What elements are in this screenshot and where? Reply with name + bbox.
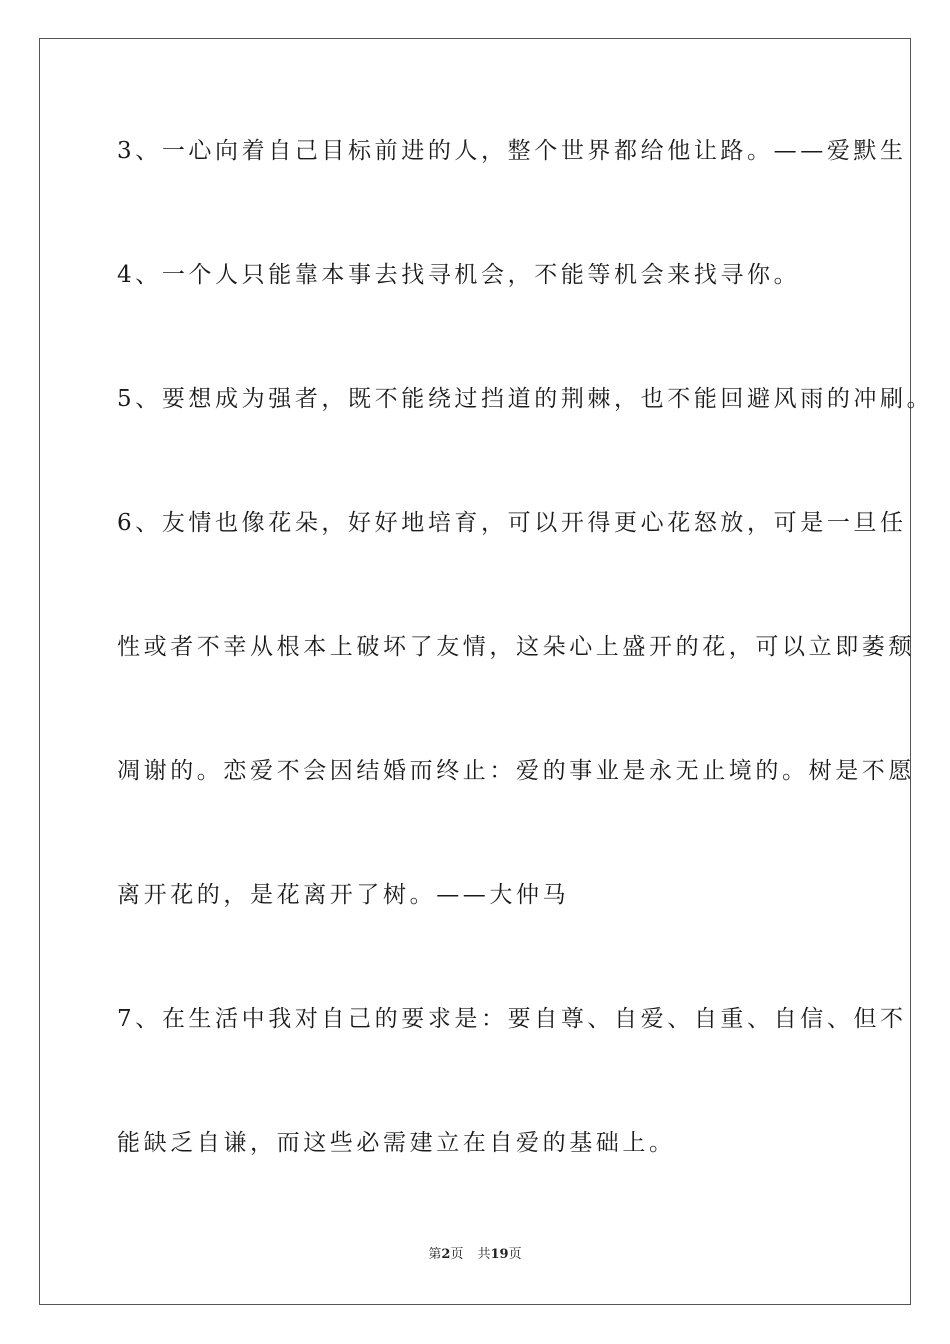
total-pages: 19: [490, 1247, 509, 1262]
text-line-8: 7、在生活中我对自己的要求是：要自尊、自爱、自重、自信、但不: [117, 1006, 907, 1032]
text-line-2: 4、一个人只能靠本事去找寻机会，不能等机会来找寻你。: [117, 262, 801, 288]
total-suffix: 页: [508, 1247, 522, 1262]
page-border: [39, 38, 934, 1305]
page-footer: [0, 1246, 950, 1264]
text-line-9: 能缺乏自谦，而这些必需建立在自爱的基础上。: [117, 1130, 676, 1156]
text-line-6: 凋谢的。恋爱不会因结婚而终止：爱的事业是永无止境的。树是不愿: [117, 758, 915, 784]
text-line-3: 5、要想成为强者，既不能绕过挡道的荆棘，也不能回避风雨的冲刷。: [117, 386, 934, 412]
text-line-1: 3、一心向着自己目标前进的人，整个世界都给他让路。——爱默生: [117, 138, 907, 164]
text-line-4: 6、友情也像花朵，好好地培育，可以开得更心花怒放，可是一旦任: [117, 510, 907, 536]
page-suffix: 页: [450, 1247, 464, 1262]
text-line-7: 离开花的，是花离开了树。——大仲马: [117, 882, 570, 908]
page-number: 2: [441, 1247, 451, 1262]
text-line-5: 性或者不幸从根本上破坏了友情，这朵心上盛开的花，可以立即萎颓: [117, 634, 915, 660]
page-prefix: 第: [428, 1247, 442, 1262]
total-prefix: 共: [477, 1247, 491, 1262]
